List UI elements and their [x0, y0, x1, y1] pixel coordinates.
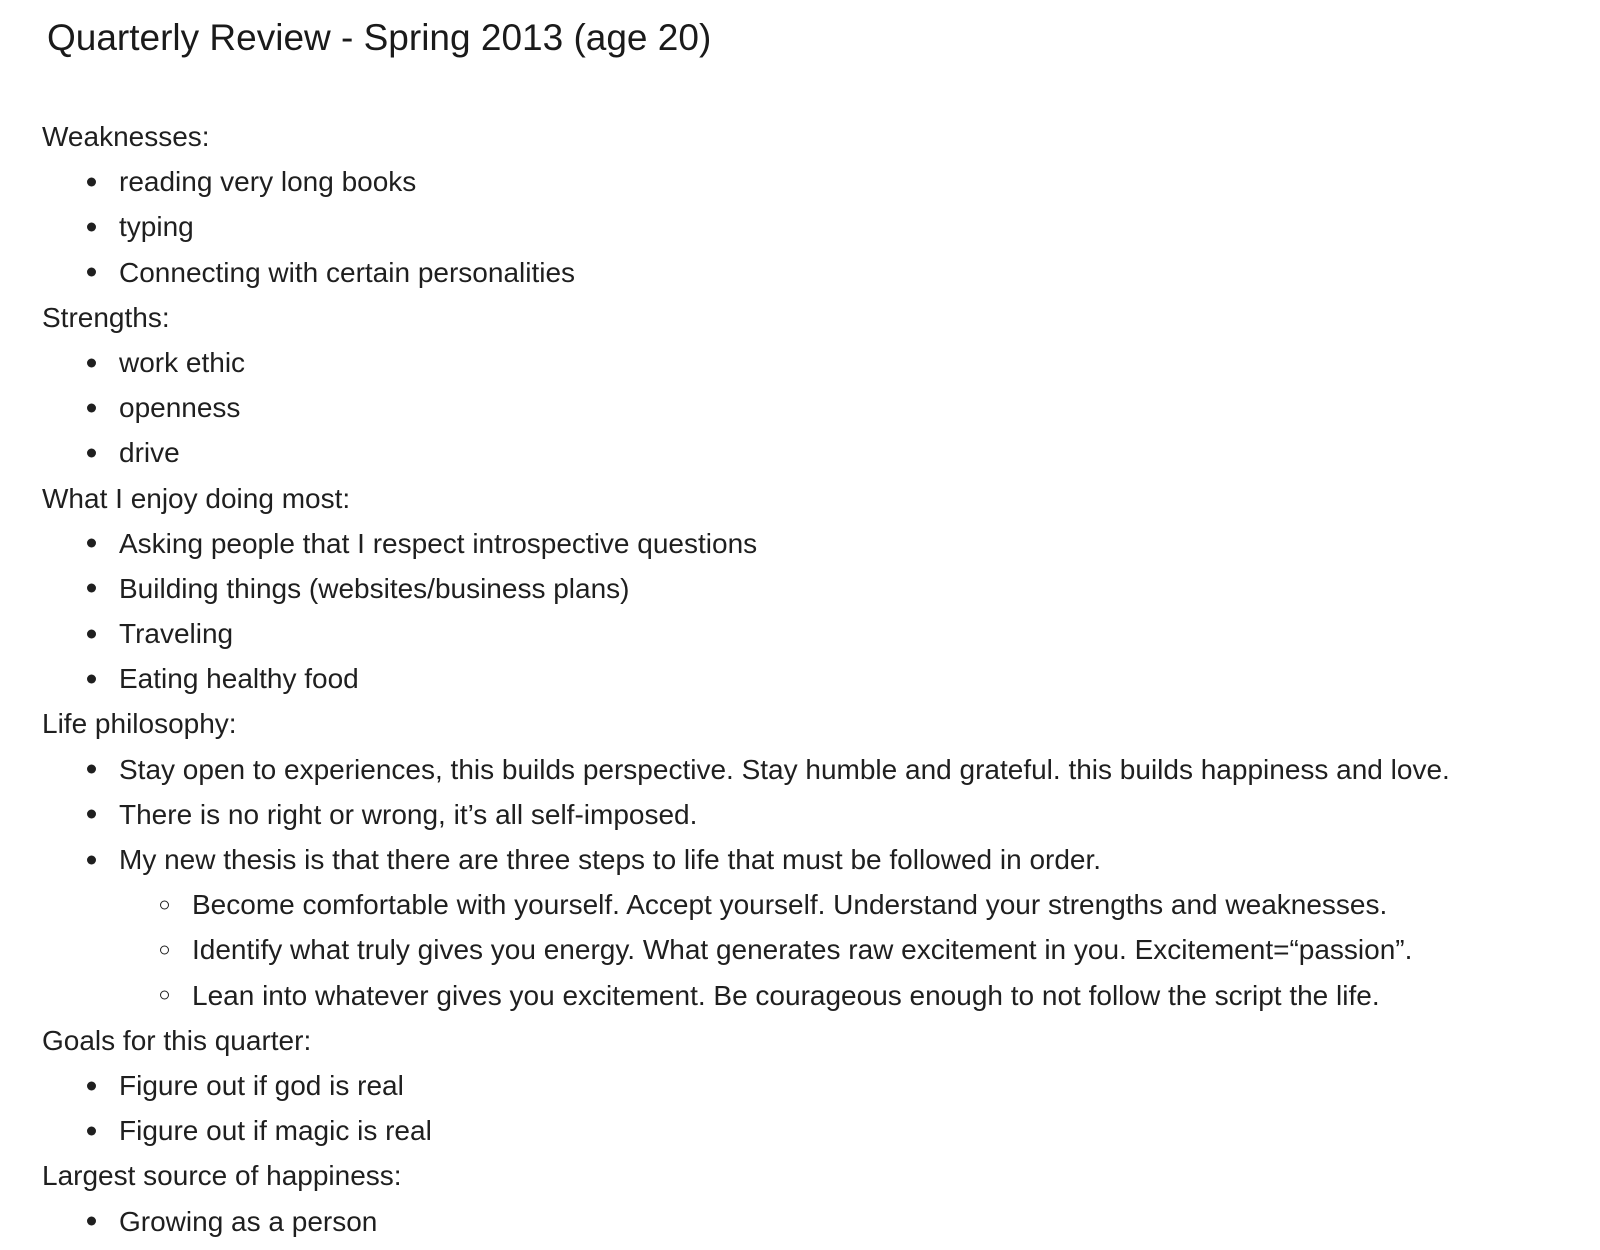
list-item-text: drive [119, 437, 180, 469]
list-item [42, 1063, 1582, 1108]
bullet-circle-icon [160, 900, 169, 909]
bullet-circle-icon [160, 945, 169, 954]
bullet-dot-icon [87, 268, 96, 277]
bullet-dot-icon [87, 403, 96, 412]
list-item-text: There is no right or wrong, it’s all self-imposed. [119, 798, 698, 830]
sub-list-item [42, 927, 1582, 972]
bullet-dot-icon [87, 358, 96, 367]
list-item-text: Building things (websites/business plans) [119, 572, 630, 604]
sub-list-item-text: Lean into whatever gives you excitement. Be courageous enough to not follow the script the life. [192, 979, 1380, 1011]
bullet-dot-icon [87, 855, 96, 864]
list-item [42, 611, 1582, 656]
bullet-dot-icon [87, 1217, 96, 1226]
list-item [42, 250, 1582, 295]
list-item [42, 1108, 1582, 1153]
section-heading: Goals for this quarter: [42, 1024, 312, 1056]
list-item [42, 656, 1582, 701]
bullet-dot-icon [87, 810, 96, 819]
document-body [42, 114, 1582, 1244]
list-item [42, 1199, 1582, 1244]
list-item-text: Connecting with certain personalities [119, 256, 576, 288]
bullet-dot-icon [87, 584, 96, 593]
bullet-dot-icon [87, 1081, 96, 1090]
bullet-dot-icon [87, 222, 96, 231]
list-item [42, 792, 1582, 837]
bullet-dot-icon [87, 674, 96, 683]
bullet-dot-icon [87, 629, 96, 638]
list-item-text: openness [119, 392, 241, 424]
list-item-text: Stay open to experiences, this builds perspective. Stay humble and grateful. this builds happiness and love. [119, 753, 1450, 785]
list-item [42, 340, 1582, 385]
list-item-text: Growing as a person [119, 1205, 378, 1237]
sub-list-item [42, 973, 1582, 1018]
sub-list-item [42, 882, 1582, 927]
list-item-text: My new thesis is that there are three steps to life that must be followed in order. [119, 844, 1102, 875]
bullet-dot-icon [87, 177, 96, 186]
list-item-text: Asking people that I respect introspective questions [119, 527, 758, 559]
page-title: Quarterly Review - Spring 2013 (age 20) [47, 17, 712, 58]
list-item [42, 385, 1582, 430]
list-item [42, 837, 1582, 882]
sub-list-item-text: Become comfortable with yourself. Accept yourself. Understand your strengths and weaknesses. [192, 889, 1388, 921]
list-item-text: Figure out if god is real [119, 1069, 404, 1101]
section-heading: What I enjoy doing most: [42, 482, 351, 514]
list-item [42, 159, 1582, 204]
list-item [42, 521, 1582, 566]
list-item-text: Traveling [119, 618, 234, 650]
list-item-text: typing [119, 211, 194, 243]
list-item [42, 430, 1582, 475]
list-item-text: work ethic [119, 346, 246, 378]
list-item-text: Eating healthy food [119, 663, 359, 695]
section-heading: Largest source of happiness: [42, 1160, 402, 1192]
bullet-dot-icon [87, 1126, 96, 1135]
list-item [42, 747, 1582, 792]
section-heading: Strengths: [42, 301, 170, 333]
bullet-circle-icon [160, 991, 169, 1000]
bullet-dot-icon [87, 539, 96, 548]
bullet-dot-icon [87, 448, 96, 457]
list-item [42, 566, 1582, 611]
list-item-text: Figure out if magic is real [119, 1115, 432, 1147]
list-item-text: reading very long books [119, 166, 417, 198]
bullet-dot-icon [87, 765, 96, 774]
section-heading: Life philosophy: [42, 708, 237, 740]
list-item [42, 204, 1582, 249]
section-heading: Weaknesses: [42, 121, 210, 152]
sub-list-item-text: Identify what truly gives you energy. What generates raw excitement in you. Excitement=“passion”. [192, 934, 1413, 966]
